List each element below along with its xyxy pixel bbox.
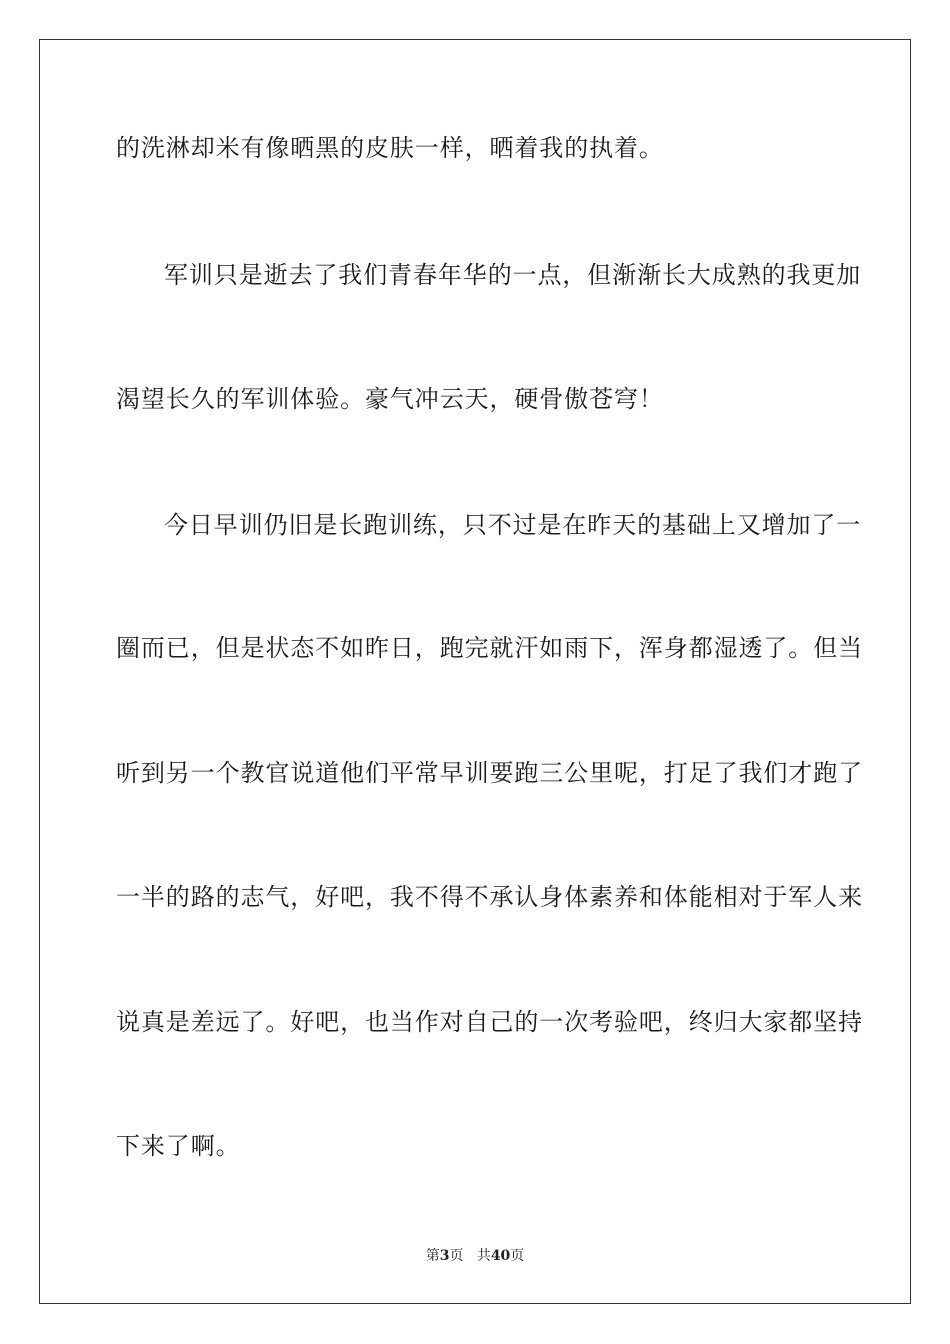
page-number: 3 xyxy=(439,1248,450,1264)
text-line-7: 一半的路的志气，好吧，我不得不承认身体素养和体能相对于军人来 xyxy=(116,883,863,911)
total-pages: 40 xyxy=(490,1248,511,1264)
text-line-8: 说真是差远了。好吧，也当作对自己的一次考验吧，终归大家都坚持 xyxy=(116,1008,863,1036)
page-footer xyxy=(0,1247,950,1265)
page-prefix: 第 xyxy=(425,1248,440,1264)
total-prefix: 共 xyxy=(476,1248,491,1264)
text-line-3: 渴望长久的军训体验。豪气冲云天，硬骨傲苍穹！ xyxy=(116,385,664,413)
text-line-2: 军训只是逝去了我们青春年华的一点，但渐渐长大成熟的我更加 xyxy=(164,261,862,289)
text-line-6: 听到另一个教官说道他们平常早训要跑三公里呢，打足了我们才跑了 xyxy=(116,759,863,787)
page-border xyxy=(39,39,911,1304)
text-line-5: 圈而已，但是状态不如昨日，跑完就汗如雨下，浑身都湿透了。但当 xyxy=(116,634,863,662)
text-line-4: 今日早训仍旧是长跑训练，只不过是在昨天的基础上又增加了一 xyxy=(164,511,862,539)
text-line-9: 下来了啊。 xyxy=(116,1132,241,1160)
text-line-1: 的洗淋却米有像晒黑的皮肤一样，晒着我的执着。 xyxy=(116,134,664,162)
total-suffix: 页 xyxy=(510,1248,525,1264)
page-suffix: 页 xyxy=(449,1248,464,1264)
